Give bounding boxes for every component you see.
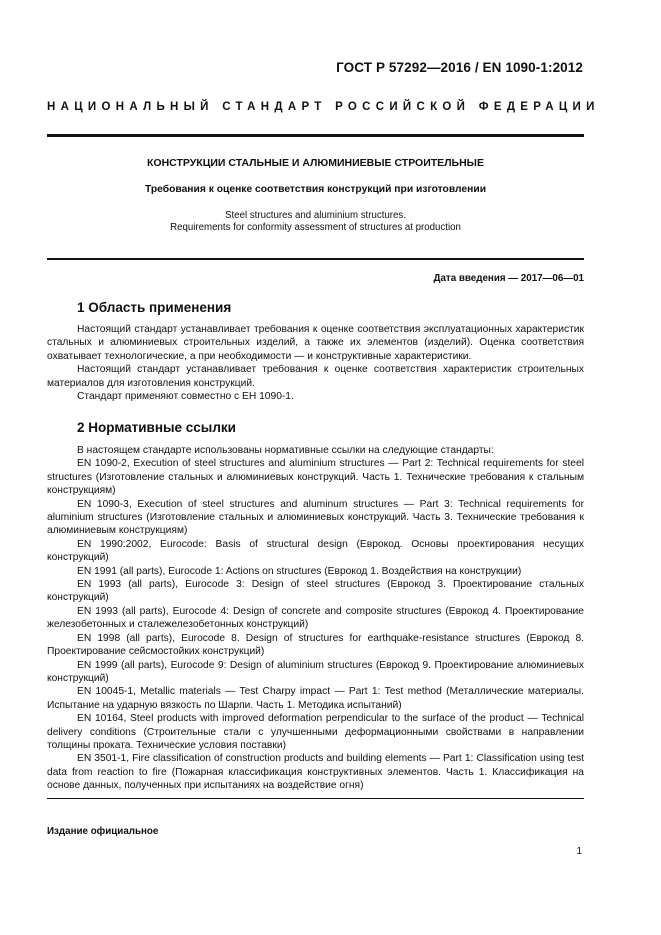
top-divider bbox=[47, 134, 584, 137]
document-title: КОНСТРУКЦИИ СТАЛЬНЫЕ И АЛЮМИНИЕВЫЕ СТРОИТЕЛЬНЫЕ bbox=[147, 157, 484, 169]
national-standard-banner: НАЦИОНАЛЬНЫЙ СТАНДАРТ РОССИЙСКОЙ ФЕДЕРАЦИИ bbox=[47, 101, 600, 113]
title-divider bbox=[47, 258, 584, 260]
document-subtitle: Требования к оценке соответствия конструкций при изготовлении bbox=[144, 184, 487, 195]
reference-item: EN 10045-1, Metallic materials — Test Charpy impact — Part 1: Test method (Металлические материалы. Испытание на ударную вязкость по Шарпи. Часть 1. Методика испытаний) bbox=[47, 686, 584, 711]
page-number: 1 bbox=[576, 846, 582, 857]
english-title-line-2: Requirements for conformity assessment of structures at production bbox=[170, 222, 461, 233]
reference-item: EN 1991 (all parts), Eurocode 1: Actions on structures (Еврокод 1. Воздействия на конструкции) bbox=[77, 565, 522, 577]
reference-item: EN 1090-3, Execution of steel structures and aluminum structures — Part 3: Technical requirements for aluminium structures (Изготовление стальных и алюминиевых конструкций. Часть 3. Технические требования к алюминиевым конструкциям) bbox=[47, 498, 584, 537]
section-2-body bbox=[47, 444, 584, 793]
paragraph: В настоящем стандарте использованы нормативные ссылки на следующие стандарты: bbox=[77, 445, 494, 456]
reference-item: EN 1999 (all parts), Eurocode 9: Design of aluminium structures (Еврокод 9. Проектирование алюминиевых конструкций) bbox=[47, 659, 584, 684]
reference-item: EN 1990:2002, Eurocode: Basis of structural design (Еврокод. Основы проектирования несущих конструкций) bbox=[47, 538, 584, 564]
section-1-body bbox=[47, 323, 584, 403]
reference-item: EN 1993 (all parts), Eurocode 3: Design of steel structures (Еврокод 3. Проектирование стальных конструкций) bbox=[47, 579, 584, 604]
standard-designation: ГОСТ Р 57292—2016 / EN 1090-1:2012 bbox=[336, 60, 583, 75]
reference-item: EN 1993 (all parts), Eurocode 4: Design of concrete and composite structures (Еврокод 4. Проектирование железобетонных и сталежелезобетонных конструкций) bbox=[47, 605, 584, 631]
footer-divider bbox=[47, 798, 584, 799]
introduction-date: Дата введения — 2017—06—01 bbox=[433, 273, 584, 284]
paragraph: Стандарт применяют совместно с ЕН 1090-1. bbox=[77, 391, 294, 403]
reference-item: EN 1998 (all parts), Eurocode 8. Design of structures for earthquake-resistance structures (Еврокод 8. Проектирование сейсмостойких конструкций) bbox=[47, 632, 584, 658]
section-2-heading: 2 Нормативные ссылки bbox=[77, 420, 236, 435]
reference-item: EN 1090-2, Execution of steel structures and aluminium structures — Part 2: Technical requirements for steel structures (Изготовление стальных и алюминиевых конструкций. Часть 1. Технические требования к стальным конструкциям) bbox=[47, 458, 584, 497]
paragraph: Настоящий стандарт устанавливает требования к оценке соответствия эксплуатационных характеристик стальных и алюминиевых строительных изделий, а также их элементов (изделий). Оценка соответствия охватывает технологические, а при необходимости — и конструктивные характеристики. bbox=[47, 324, 584, 362]
reference-item: EN 3501-1, Fire classification of construction products and building elements — Part 1: Classification using test data from reaction to fire (Пожарная классификация конструктивных элементов. Часть 1. Классификация на основе данных, полученных при испытаниях на воздействие огня) bbox=[47, 753, 584, 792]
paragraph: Настоящий стандарт устанавливает требования к оценке соответствия характеристик строительных материалов для изготовления конструкций. bbox=[47, 364, 584, 389]
section-1-heading: 1 Область применения bbox=[77, 300, 232, 315]
official-edition-label: Издание официальное bbox=[47, 826, 159, 837]
reference-item: EN 10164, Steel products with improved deformation perpendicular to the surface of the product — Technical delivery conditions (Строительные стали с улучшенными деформационными свойствами в направлении толщины проката. Технические условия поставки) bbox=[47, 713, 584, 751]
english-title-line-1: Steel structures and aluminium structures. bbox=[225, 210, 406, 221]
